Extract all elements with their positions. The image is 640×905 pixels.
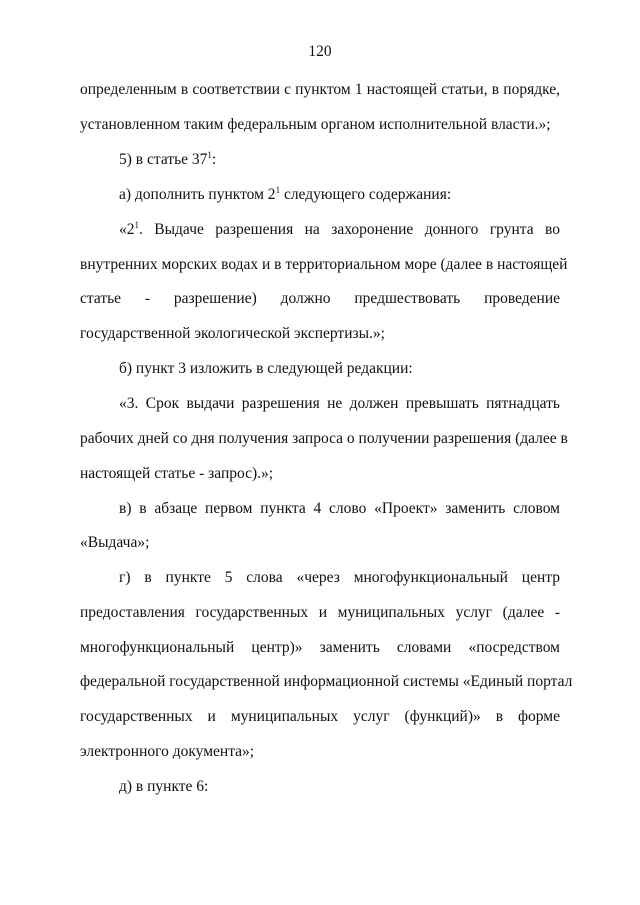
text-line: «3. Срок выдачи разрешения не должен превышать пятнадцать bbox=[119, 395, 560, 412]
text-line: электронного документа»; bbox=[80, 743, 255, 760]
text-line: «$2^1$. Выдаче разрешения на захоронение донного грунта во bbox=[119, 219, 560, 238]
text-line: федеральной государственной информационной системы «Единый портал bbox=[80, 673, 573, 690]
text-line: многофункциональный центр)» заменить словами «посредством bbox=[80, 639, 560, 656]
text-line: предоставления государственных и муниципальных услуг (далее - bbox=[80, 604, 560, 621]
text-line: «Выдача»; bbox=[80, 534, 150, 551]
text-line: внутренних морских водах и в территориальном море (далее в настоящей bbox=[80, 256, 568, 273]
text-line: настоящей статье - запрос).»; bbox=[80, 465, 274, 482]
text-line: определенным в соответствии с пунктом 1 настоящей статьи, в порядке, bbox=[80, 81, 560, 98]
list-item-heading: а) дополнить пунктом $2^1$ следующего содержания: bbox=[119, 184, 452, 203]
text-line: рабочих дней со дня получения запроса о получении разрешения (далее в bbox=[80, 430, 568, 447]
page-number: 120 bbox=[308, 43, 332, 60]
text-line: государственной экологической экспертизы.»; bbox=[80, 325, 385, 342]
text-line: в) в абзаце первом пункта 4 слово «Проект» заменить словом bbox=[119, 500, 560, 517]
text-line: г) в пункте 5 слова «через многофункциональный центр bbox=[119, 569, 560, 586]
text-line: статье - разрешение) должно предшествовать проведение bbox=[80, 290, 560, 307]
list-item-heading: д) в пункте 6: bbox=[119, 778, 209, 795]
text-line: государственных и муниципальных услуг (функций)» в форме bbox=[80, 708, 560, 725]
text-line: установленном таким федеральным органом исполнительной власти.»; bbox=[80, 116, 551, 133]
list-item-heading: б) пункт 3 изложить в следующей редакции: bbox=[119, 360, 413, 377]
list-item-heading: 5) в статье $37^1$: bbox=[119, 149, 217, 168]
